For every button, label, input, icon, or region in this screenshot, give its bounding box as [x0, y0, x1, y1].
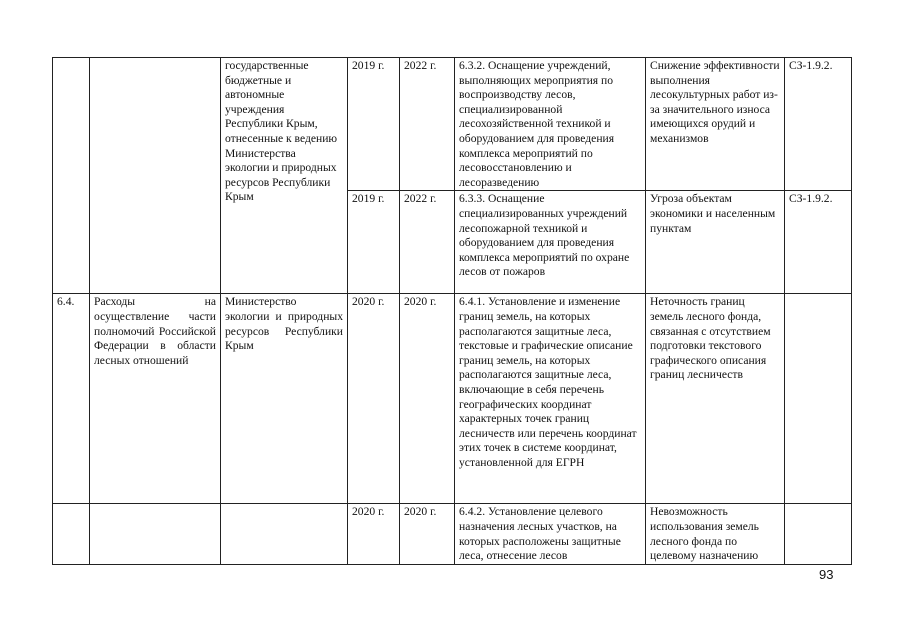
- cell-num: 6.4.: [53, 294, 90, 504]
- cell-executor: государственные бюджетные и автономные учреждения Республики Крым, отнесенные к ведению Министерства экологии и природных ресурсов Республики Крым: [221, 58, 348, 294]
- table-row: [53, 294, 852, 504]
- cell-end-year: 2020 г.: [400, 504, 455, 564]
- cell-code: СЗ-1.9.2.: [785, 58, 852, 191]
- cell-start-year: 2020 г.: [348, 504, 400, 564]
- cell-start-year: 2019 г.: [348, 58, 400, 191]
- cell-measure: 6.3.2. Оснащение учреждений, выполняющих мероприятия по воспроизводству лесов, специализированной лесохозяйственной техникой и оборудованием для проведения комплекса мероприятий по лесовосстановлению и лесоразведению: [455, 58, 646, 191]
- table-row: [53, 58, 852, 191]
- cell-measure: 6.4.2. Установление целевого назначения лесных участков, на которых расположены защитные леса, отнесение лесов: [455, 504, 646, 564]
- cell-num: [53, 504, 90, 564]
- cell-consequence: Угроза объектам экономики и населенным пунктам: [646, 191, 785, 294]
- cell-consequence: Снижение эффективности выполнения лесокультурных работ из-за значительного износа имеющихся орудий и механизмов: [646, 58, 785, 191]
- cell-consequence: Невозможность использования земель лесного фонда по целевому назначению: [646, 504, 785, 564]
- cell-name: Расходы на осуществление части полномочий Российской Федерации в области лесных отношений: [90, 294, 221, 504]
- cell-name: [90, 58, 221, 294]
- cell-num: [53, 58, 90, 294]
- cell-name: [90, 504, 221, 564]
- cell-measure: 6.3.3. Оснащение специализированных учреждений лесопожарной техникой и оборудованием для проведения комплекса мероприятий по охране лесов от пожаров: [455, 191, 646, 294]
- page-number: 93: [819, 567, 834, 582]
- cell-executor: [221, 504, 348, 564]
- table-row: [53, 504, 852, 564]
- cell-start-year: 2020 г.: [348, 294, 400, 504]
- cell-end-year: 2022 г.: [400, 58, 455, 191]
- cell-start-year: 2019 г.: [348, 191, 400, 294]
- cell-consequence: Неточность границ земель лесного фонда, связанная с отсутствием подготовки текстового графического описания границ лесничеств: [646, 294, 785, 504]
- cell-code: [785, 504, 852, 564]
- program-table: [52, 57, 852, 565]
- cell-executor: Министерство экологии и природных ресурсов Республики Крым: [221, 294, 348, 504]
- cell-end-year: 2022 г.: [400, 191, 455, 294]
- cell-end-year: 2020 г.: [400, 294, 455, 504]
- cell-code: [785, 294, 852, 504]
- cell-code: СЗ-1.9.2.: [785, 191, 852, 294]
- cell-measure: 6.4.1. Установление и изменение границ земель, на которых располагаются защитные леса, текстовые и графические описание границ земель, на которых располагаются защитные леса, включающие в себя перечень географических координат характерных точек границ лесничеств или перечень координат этих точек в системе координат, установленной для ЕГРН: [455, 294, 646, 504]
